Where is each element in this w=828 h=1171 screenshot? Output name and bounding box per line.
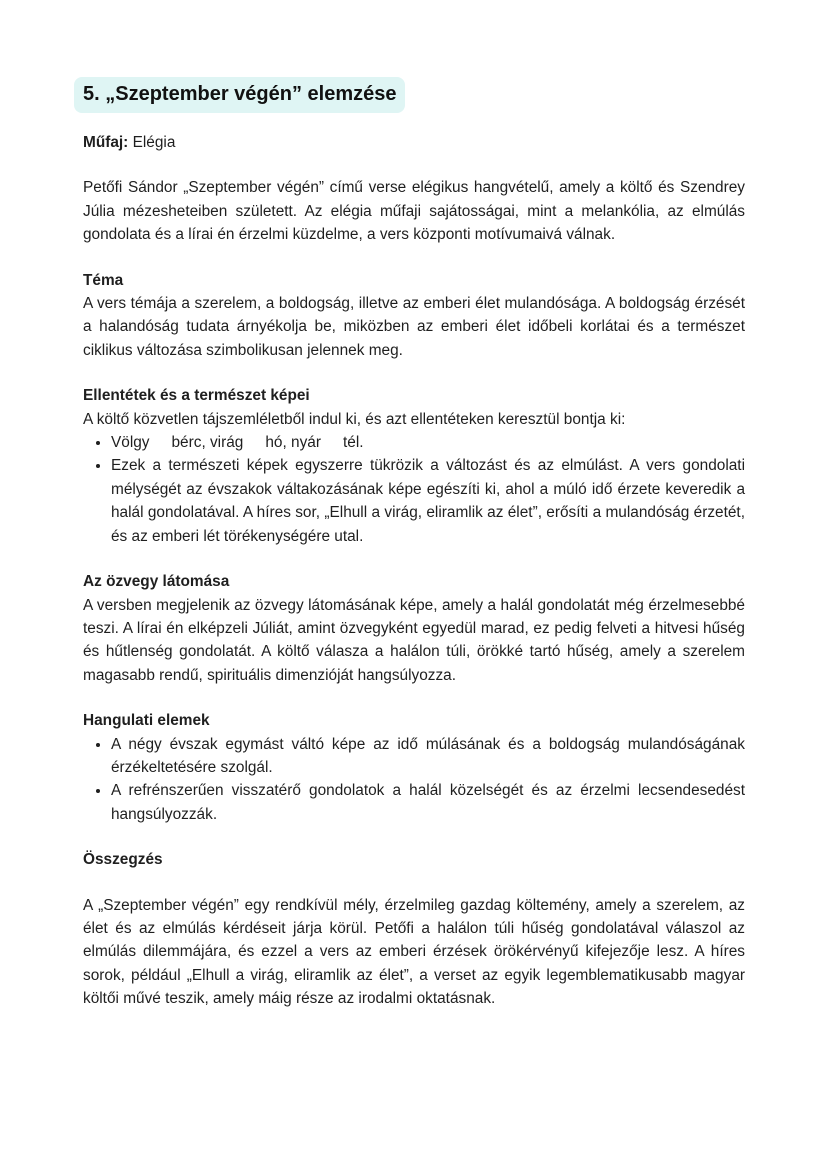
contrasts-list — [83, 431, 745, 548]
contrast-pair-2: bérc, virág — [171, 434, 244, 452]
widow-paragraph: A versben megjelenik az özvegy látomásának képe, amely a halál gondolatát még érzelmesebbé teszi. A lírai én elképzeli Júliát, amint özvegyként egyedül marad, ez pedig felveti a hitvesi hűség és hűtlenség gondolatát. A költő válasza a halálon túli, örökké tartó hűség, amely a szerelem magasabb rendű, spirituális dimenzióját hangsúlyozza. — [83, 596, 745, 684]
summary-paragraph: A „Szeptember végén” egy rendkívül mély, érzelmileg gazdag költemény, amely a szerelem, az élet és az elmúlás kérdéseit járja körül. Petőfi a halálon túli hűség gondolatával válaszol az elmúlás dilemmájára, és ezzel a vers az emberi érzések örökérvényű kifejezője lesz. A híres sorok, például „Elhull a virág, eliramlik az élet”, a verset az egyik legemblematikusabb magyar költői művé teszik, amely máig része az irodalmi oktatásnak. — [83, 896, 745, 1008]
list-item — [111, 431, 745, 454]
list-item: • Ezek a természeti képek egyszerre tükrözik a változást és az elmúlást. A vers gondolati mélységét az évszakok váltakozásának képe egészíti ki, ahol a múló idő érzete keveredik a halál gondolatával. A híres sor, „Elhull a virág, eliramlik az élet”, erősíti a mulandóság érzetét, és az emberi lét törékenységére utal. — [111, 454, 745, 548]
summary-heading: Összegzés — [83, 851, 163, 869]
genre-label: Műfaj: — [83, 134, 129, 151]
contrast-pair-3: hó, nyár — [265, 434, 321, 452]
list-item: • A négy évszak egymást váltó képe az idő múlásának és a boldogság mulandóságának érzékeltetésére szolgál. — [111, 733, 745, 780]
genre-line — [83, 131, 745, 154]
theme-heading: Téma — [83, 271, 124, 289]
contrast-pair-4: tél. — [342, 434, 364, 452]
page-title: 5. „Szeptember végén” elemzése — [74, 77, 405, 113]
widow-heading: Az özvegy látomása — [83, 573, 230, 591]
theme-paragraph: A vers témája a szerelem, a boldogság, illetve az emberi élet mulandósága. A boldogság érzését a halandóság tudata árnyékolja be, miközben az emberi élet időbeli korlátai és a természet ciklikus változása szimbolikusan jelennek meg. — [83, 295, 745, 359]
intro-paragraph: Petőfi Sándor „Szeptember végén” című verse elégikus hangvételű, amely a költő és Szendrey Júlia mézesheteiben született. Az elégia műfaji sajátosságai, mint a melankólia, az elmúlás gondolata és a lírai én érzelmi küzdelme, a vers központi motívumaivá válnak. — [83, 179, 745, 244]
contrasts-intro: A költő közvetlen tájszemléletből indul ki, és azt ellentéteken keresztül bontja ki: — [83, 410, 626, 428]
genre-value: Elégia — [132, 134, 176, 151]
mood-list — [83, 733, 745, 827]
list-item: • A refrénszerűen visszatérő gondolatok a halál közelségét és az érzelmi lecsendesedést hangsúlyozzák. — [111, 779, 745, 826]
mood-heading: Hangulati elemek — [83, 712, 210, 730]
contrasts-heading: Ellentétek és a természet képei — [83, 387, 310, 405]
contrast-pair-1: Völgy — [111, 434, 150, 452]
document-page — [83, 77, 745, 1011]
